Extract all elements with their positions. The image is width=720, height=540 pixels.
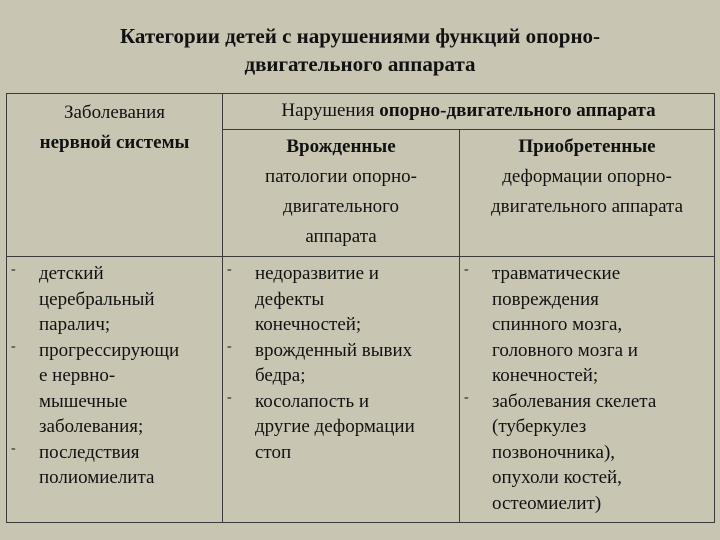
- list-item-line: полиомиелита: [39, 467, 155, 488]
- list-item-line: мышечные: [39, 390, 128, 412]
- column-acquired-list: [460, 257, 715, 523]
- list-item-line: паралич;: [39, 314, 111, 335]
- list-item-line: остеомиелит): [492, 492, 602, 514]
- list-dash: -: [227, 262, 232, 277]
- list-item-line: е нервно-: [39, 365, 116, 386]
- list-item: [227, 389, 455, 466]
- list-item-line: (туберкулез: [492, 416, 587, 437]
- header-group-bold: опорно-двигательного аппарата: [379, 100, 656, 121]
- header-nervous-system-bold: нервной системы: [39, 132, 190, 153]
- list-dash: -: [227, 389, 232, 405]
- list-item-text: [39, 338, 218, 440]
- list-item-line: конечностей;: [255, 314, 362, 335]
- list-item-text: [39, 261, 218, 338]
- list-item: [11, 338, 218, 440]
- list-item: [464, 389, 710, 517]
- list-dash: -: [11, 262, 16, 277]
- list-item-line: конечностей;: [492, 365, 599, 386]
- list-item-line: детский: [39, 263, 104, 284]
- list-item-line: заболевания;: [39, 416, 144, 437]
- list-item-line: церебральный: [39, 288, 155, 310]
- list-item-text: [255, 261, 455, 338]
- header-congenital: [223, 130, 460, 257]
- list-dash: -: [11, 440, 16, 456]
- list-item-line: позвоночника),: [492, 441, 616, 463]
- list-item-line: врожденный вывих: [255, 339, 413, 361]
- list-item-line: последствия: [39, 441, 140, 463]
- list-item-text: [255, 338, 455, 389]
- list-item: [227, 261, 455, 338]
- list-item-line: головного мозга и: [492, 339, 638, 361]
- page-title-line-1: Категории детей с нарушениями функций опорно-: [119, 24, 601, 48]
- page-title-line-2: двигательного аппарата: [244, 52, 476, 76]
- categories-table: [6, 93, 715, 523]
- header-congenital-bold: Врожденные: [286, 136, 396, 158]
- list-item: [227, 338, 455, 389]
- header-congenital-line-1: патологии опорно-: [265, 166, 417, 188]
- list-item-line: опухоли костей,: [492, 467, 622, 488]
- list-item-line: косолапость и: [255, 390, 370, 412]
- column-nervous-system-list: [7, 257, 223, 523]
- header-nervous-system: [7, 94, 223, 257]
- list-dash: -: [464, 262, 469, 277]
- list-item-line: стоп: [255, 441, 292, 463]
- list-item-line: другие деформации: [255, 416, 415, 437]
- list-item-line: дефекты: [255, 288, 325, 310]
- column-congenital-list: [223, 257, 460, 523]
- list-item-line: заболевания скелета: [492, 390, 657, 412]
- list-item-line: повреждения: [492, 288, 599, 310]
- list-item-line: недоразвитие и: [255, 263, 379, 284]
- list-item-line: травматические: [492, 263, 621, 284]
- header-congenital-line-3: аппарата: [305, 226, 377, 248]
- nervous-system-items: [7, 257, 222, 497]
- list-item-text: [492, 261, 710, 389]
- acquired-items: [460, 257, 714, 522]
- page-title: [0, 22, 720, 78]
- list-item-text: [255, 389, 455, 466]
- header-acquired-line-2: двигательного аппарата: [490, 196, 684, 218]
- list-item-line: бедра;: [255, 365, 306, 386]
- list-dash: -: [464, 389, 469, 405]
- list-item-line: прогрессирующи: [39, 339, 180, 361]
- list-item-line: спинного мозга,: [492, 314, 623, 335]
- header-acquired-line-1: деформации опорно-: [502, 166, 672, 188]
- congenital-items: [223, 257, 459, 471]
- list-item: [11, 440, 218, 491]
- list-item-text: [39, 440, 218, 491]
- header-acquired: [460, 130, 715, 257]
- list-item: [464, 261, 710, 389]
- list-dash: -: [11, 338, 16, 354]
- header-congenital-line-2: двигательного: [283, 196, 399, 218]
- header-acquired-bold: Приобретенные: [518, 136, 656, 158]
- list-item: [11, 261, 218, 338]
- header-nervous-system-normal: Заболевания: [63, 102, 165, 123]
- header-group-normal: Нарушения: [281, 100, 380, 121]
- list-dash: -: [227, 338, 232, 354]
- list-item-text: [492, 389, 710, 517]
- header-musculoskeletal-group: [223, 94, 715, 130]
